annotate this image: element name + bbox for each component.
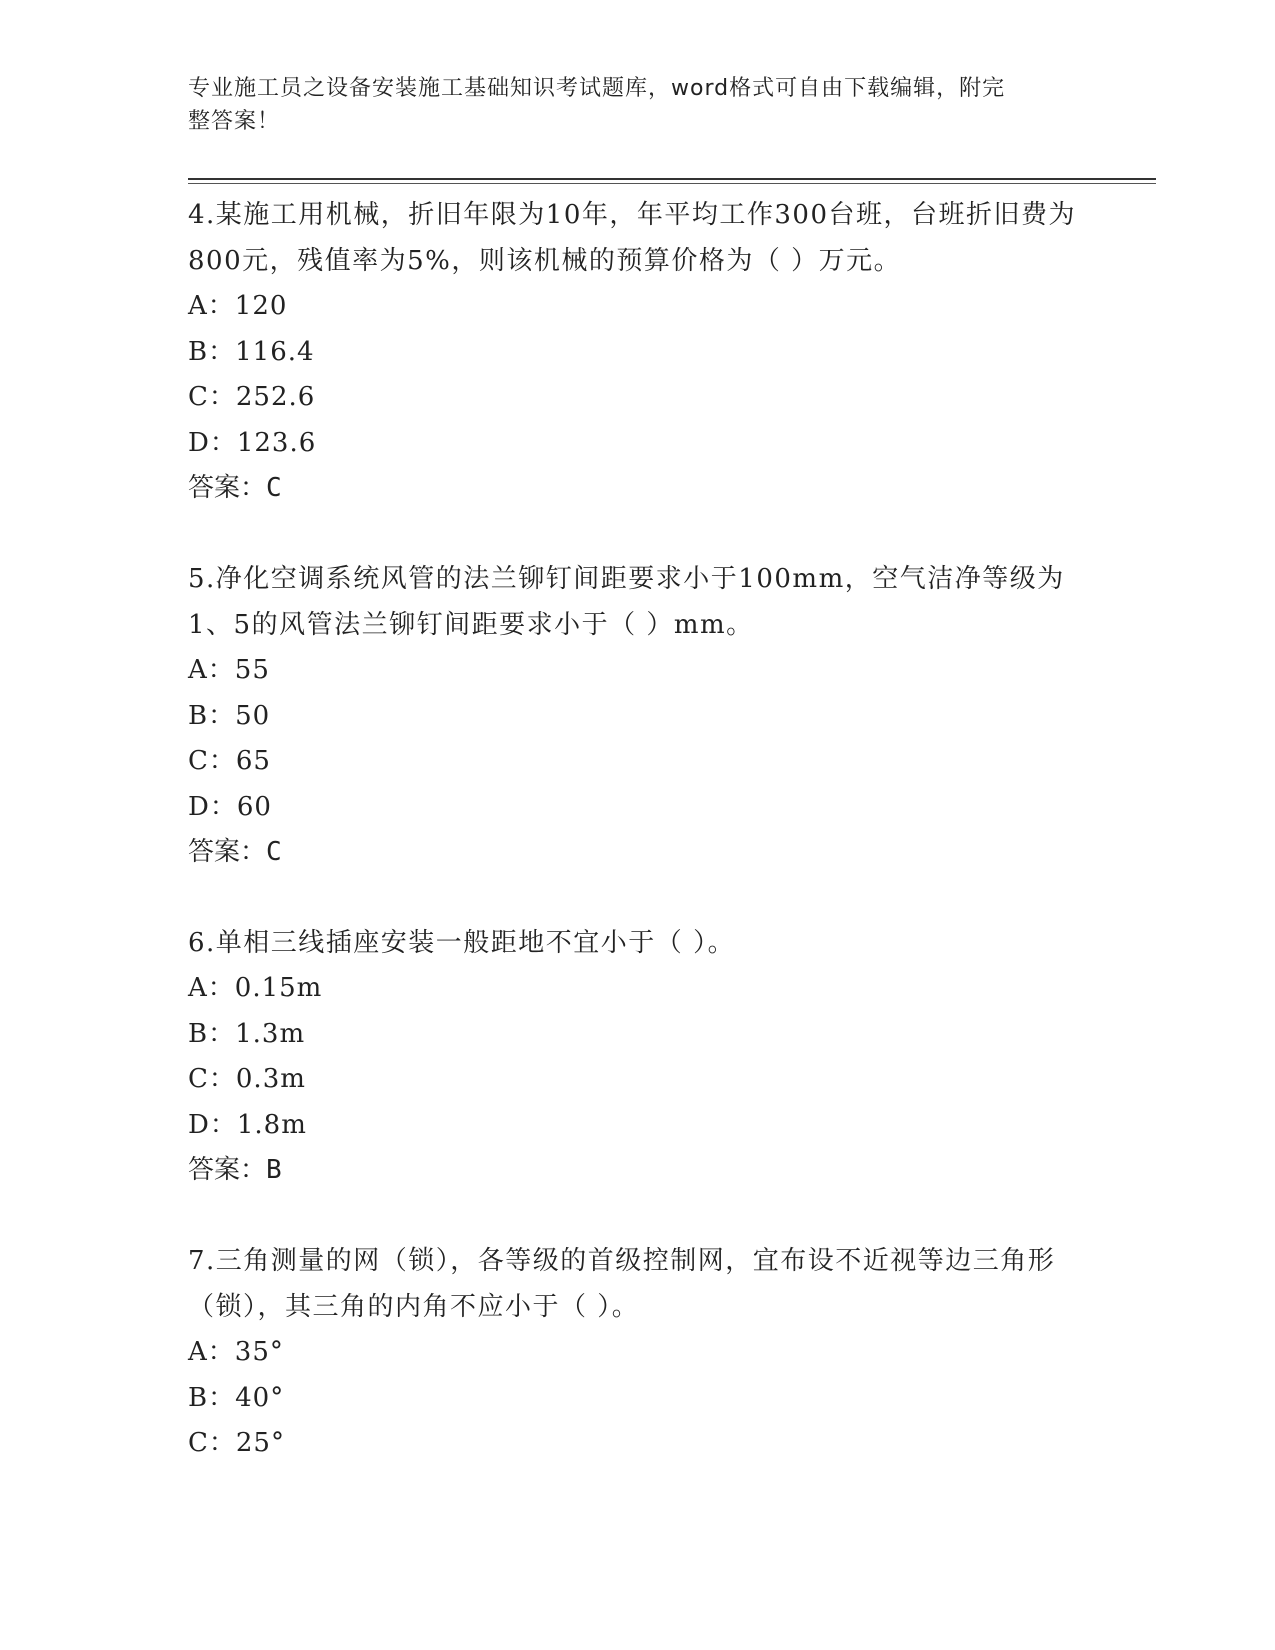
option-c: C：252.6 [188,382,316,412]
option-b: B：50 [188,700,271,731]
option-b: B：116.4 [188,336,315,367]
answer-line [188,1148,1088,1192]
header-divider-thin [188,183,1156,184]
option-d: D：123.6 [188,427,317,458]
question-5 [188,554,1088,874]
option-c: C：0.3m [188,1064,306,1094]
option-a: A：55 [188,655,270,685]
answer-value: C [266,473,282,503]
question-stem: 5.净化空调系统风管的法兰铆钉间距要求小于100mm，空气洁净等级为1、5的风管法兰铆钉间距要求小于（ ）mm。 [188,564,1065,640]
option-a: A：35° [188,1337,284,1367]
question-4 [188,190,1088,510]
question-stem: 4.某施工用机械，折旧年限为10年，年平均工作300台班，台班折旧费为800元，残值率为5%，则该机械的预算价格为（ ）万元。 [188,200,1077,276]
option-c: C：65 [188,746,271,776]
question-stem: 7.三角测量的网（锁），各等级的首级控制网，宜布设不近视等边三角形（锁），其三角的内角不应小于（ ）。 [188,1246,1056,1322]
option-c: C：25° [188,1428,285,1458]
answer-line [188,830,1088,874]
answer-label: 答案： [188,473,267,503]
title-line-2: 整答案！ [188,109,281,134]
answer-value: B [266,1155,282,1185]
question-stem: 6.单相三线插座安装一般距地不宜小于（ ）。 [188,928,736,958]
option-d: D：60 [188,791,272,822]
header-divider-thick [188,178,1156,180]
option-a: A：0.15m [188,973,323,1003]
option-b: B：40° [188,1382,285,1413]
option-d: D：1.8m [188,1109,307,1140]
answer-label: 答案： [188,1155,267,1185]
answer-value: C [266,837,282,867]
answer-label: 答案： [188,837,267,867]
question-7 [188,1236,1088,1467]
option-a: A：120 [188,291,288,321]
title-line-1: 专业施工员之设备安装施工基础知识考试题库，word格式可自由下载编辑，附完 [188,76,1006,101]
question-list [188,190,1088,1511]
option-b: B：1.3m [188,1018,306,1049]
answer-line [188,466,1088,510]
question-6 [188,918,1088,1192]
document-title [188,72,1078,138]
